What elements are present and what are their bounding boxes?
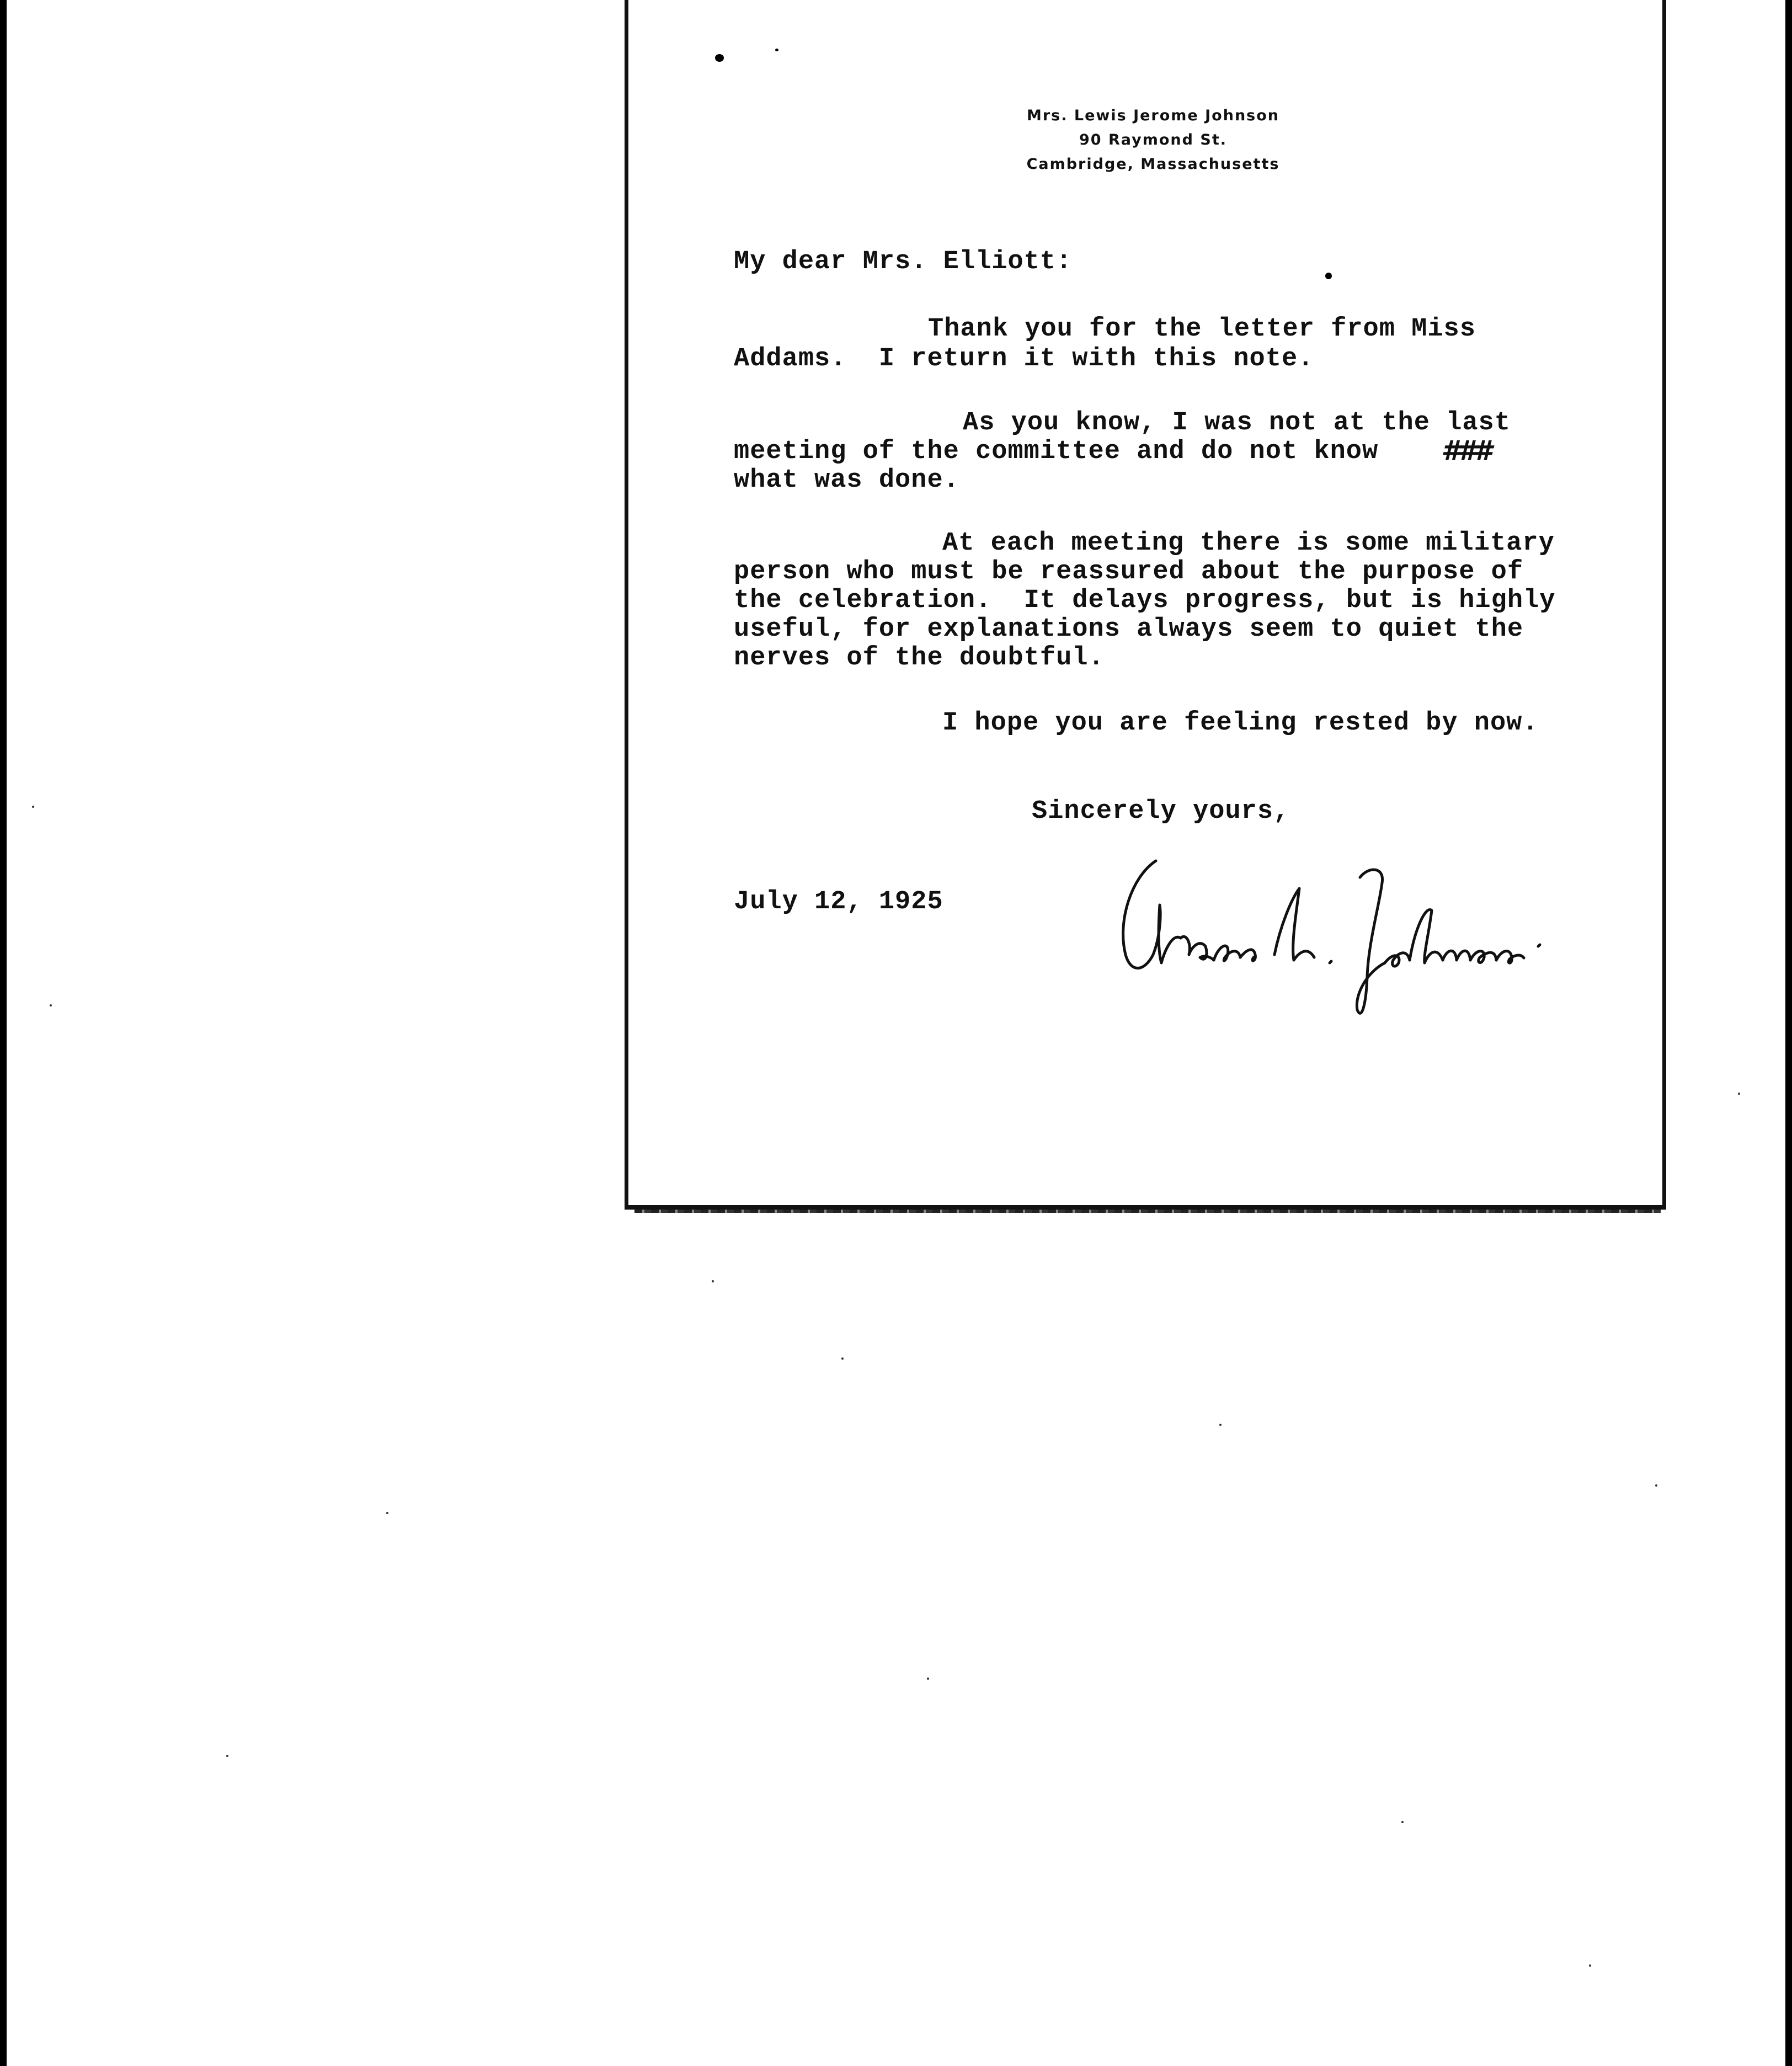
paragraph2-line3: what was done. (734, 466, 959, 495)
scan-speck (50, 1004, 52, 1007)
paragraph3-line1: At each meeting there is some military (942, 529, 1555, 558)
struck-out-text: ### (1441, 435, 1489, 467)
scan-speck (927, 1678, 929, 1680)
handwritten-signature (1109, 844, 1550, 1026)
scan-speck (1738, 1093, 1740, 1095)
scan-speck (1401, 1821, 1404, 1823)
scan-edge-right (1785, 0, 1792, 2066)
ink-dot (1325, 273, 1332, 279)
paragraph2-line2: meeting of the committee and do not know (734, 437, 1379, 466)
paragraph3-line5: nerves of the doubtful. (734, 643, 1105, 673)
letterhead-street: 90 Raymond St. (1079, 131, 1227, 148)
scan-speck (1589, 1964, 1591, 1967)
scan-speck (386, 1512, 388, 1514)
scan-speck (1655, 1484, 1657, 1487)
letter-date: July 12, 1925 (734, 887, 943, 917)
scan-edge-left (0, 0, 7, 2066)
scan-speck (1219, 1424, 1222, 1426)
ink-dot (775, 49, 778, 51)
paragraph3-line3: the celebration. It delays progress, but is highly (734, 586, 1556, 615)
ink-dot (715, 54, 724, 62)
closing: Sincerely yours, (1032, 797, 1290, 826)
letterhead-name: Mrs. Lewis Jerome Johnson (1026, 107, 1280, 124)
salutation: My dear Mrs. Elliott: (734, 247, 1073, 276)
paragraph2-line1: As you know, I was not at the last (963, 408, 1511, 438)
scan-speck (32, 806, 34, 808)
paragraph3-line2: person who must be reassured about the purpose of (734, 557, 1524, 587)
paragraph3-line4: useful, for explanations always seem to quiet the (734, 615, 1524, 644)
scan-speck (841, 1357, 844, 1360)
paragraph1-line2: Addams. I return it with this note. (734, 344, 1314, 374)
paragraph4: I hope you are feeling rested by now. (942, 709, 1539, 738)
scan-speck (712, 1280, 714, 1282)
scan-speck (226, 1755, 228, 1757)
letterhead (932, 104, 1374, 177)
paragraph1-line1: Thank you for the letter from Miss (928, 315, 1476, 344)
letterhead-city: Cambridge, Massachusetts (1026, 156, 1280, 173)
sheet-bottom-edge (634, 1210, 1661, 1213)
